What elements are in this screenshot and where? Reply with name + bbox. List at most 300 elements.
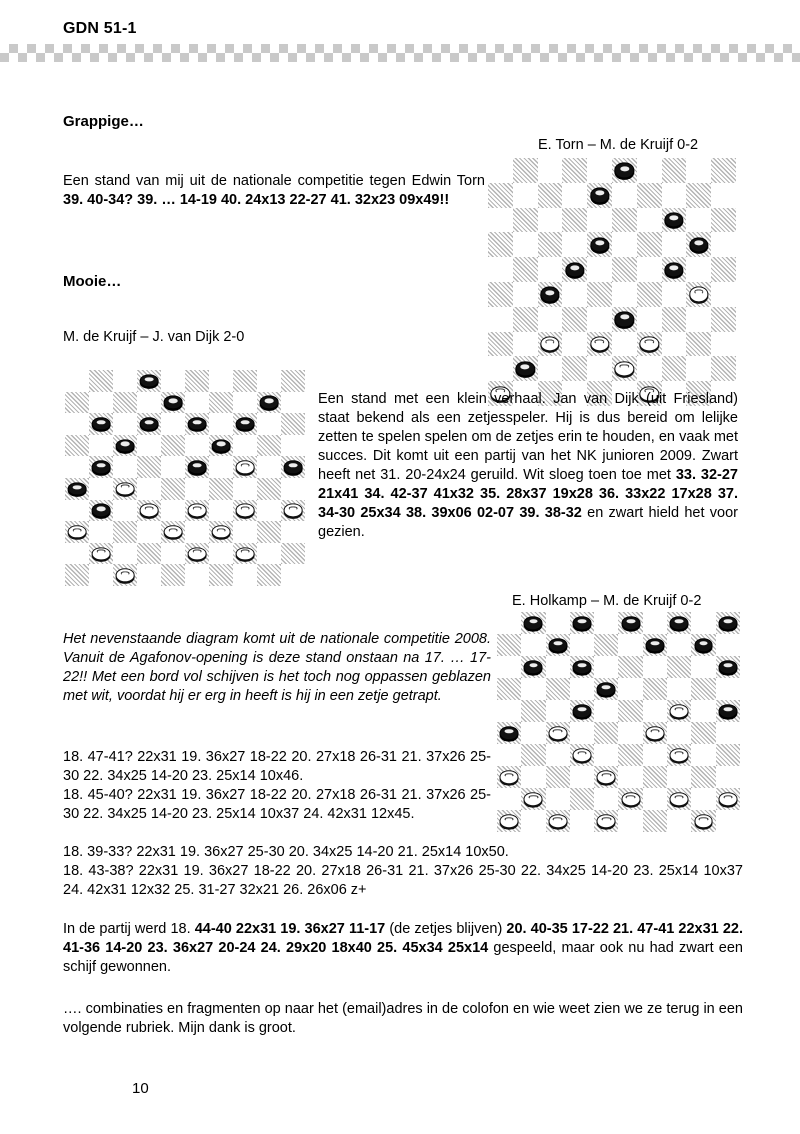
board-square-light — [637, 257, 662, 282]
paragraph-outro: …. combinaties en fragmenten op naar het (email)adres in de colofon en wie weet zien we ze terug in een volgende rubriek. Mijn dank is groot. — [63, 1001, 743, 1036]
board-square-light — [233, 478, 257, 500]
board-square-5 — [711, 158, 736, 183]
board-square-29 — [643, 722, 667, 744]
board-square-light — [521, 766, 545, 788]
black-piece — [92, 417, 111, 430]
board-square-46 — [65, 564, 89, 586]
white-piece — [597, 770, 616, 784]
draughts-diagram-1 — [488, 158, 736, 406]
board-square-light — [513, 232, 538, 257]
paragraph-funny-plain: Een stand van mij uit de nationale competitie tegen Edwin Torn — [63, 173, 485, 189]
board-square-light — [521, 634, 545, 656]
board-square-light — [587, 356, 612, 381]
board-square-light — [546, 744, 570, 766]
paragraph-nice-plain2: en zwart hield het voor gezien. — [318, 505, 738, 540]
board-square-8 — [161, 392, 185, 414]
black-piece — [548, 638, 567, 652]
black-piece — [140, 374, 159, 387]
board-square-light — [594, 744, 618, 766]
board-square-light — [209, 543, 233, 565]
board-square-light — [570, 634, 594, 656]
board-square-light — [497, 788, 521, 810]
board-square-light — [513, 332, 538, 357]
board-square-33 — [618, 744, 642, 766]
board-square-36 — [65, 521, 89, 543]
board-square-light — [209, 500, 233, 522]
board-square-light — [716, 810, 740, 832]
black-piece — [573, 704, 592, 718]
white-piece — [92, 547, 111, 560]
board-square-38 — [161, 521, 185, 543]
white-piece — [212, 525, 231, 538]
black-piece — [718, 616, 737, 630]
board-square-light — [488, 158, 513, 183]
black-piece — [68, 482, 87, 495]
black-piece — [540, 287, 559, 302]
board-square-33 — [612, 307, 637, 332]
board-square-43 — [185, 543, 209, 565]
variation-line-1: 18. 47-41? 22x31 19. 36x27 18-22 20. 27x18 26-31 21. 37x26 25-30 22. 34x25 14-20 23. 25x14 10x46. — [63, 749, 491, 784]
variation-line-3: 18. 39-33? 22x31 19. 36x27 25-30 20. 34x25 14-20 21. 25x14 10x50. — [63, 844, 509, 860]
board-square-23 — [612, 257, 637, 282]
board-square-light — [65, 543, 89, 565]
board-square-3 — [185, 370, 209, 392]
board-square-light — [538, 208, 563, 233]
black-piece — [260, 396, 279, 409]
black-piece — [615, 163, 634, 178]
black-piece — [565, 262, 584, 277]
board-square-22 — [562, 257, 587, 282]
board-square-light — [637, 356, 662, 381]
board-square-10 — [691, 634, 715, 656]
board-square-light — [562, 332, 587, 357]
board-square-light — [257, 456, 281, 478]
board-square-light — [546, 656, 570, 678]
board-square-light — [257, 370, 281, 392]
board-square-26 — [497, 722, 521, 744]
board-square-light — [618, 678, 642, 700]
board-square-44 — [667, 788, 691, 810]
board-square-light — [667, 722, 691, 744]
board-square-31 — [521, 744, 545, 766]
board-square-15 — [281, 413, 305, 435]
white-piece — [540, 336, 559, 351]
board-square-41 — [513, 356, 538, 381]
board-square-light — [488, 257, 513, 282]
white-piece — [116, 568, 135, 581]
board-square-4 — [233, 370, 257, 392]
board-square-14 — [667, 656, 691, 678]
board-square-light — [65, 456, 89, 478]
white-piece — [670, 704, 689, 718]
board-square-light — [711, 183, 736, 208]
board-square-3 — [612, 158, 637, 183]
board-square-light — [637, 208, 662, 233]
board-square-15 — [716, 656, 740, 678]
board-square-light — [667, 634, 691, 656]
board-square-light — [691, 744, 715, 766]
board-square-9 — [643, 634, 667, 656]
board-square-30 — [691, 722, 715, 744]
black-piece — [188, 460, 207, 473]
board-square-34 — [667, 744, 691, 766]
black-piece — [621, 616, 640, 630]
white-piece — [548, 814, 567, 828]
board-square-light — [562, 232, 587, 257]
white-piece — [597, 814, 616, 828]
board-square-light — [89, 478, 113, 500]
white-piece — [718, 792, 737, 806]
board-square-light — [65, 500, 89, 522]
white-piece — [694, 814, 713, 828]
board-square-light — [546, 700, 570, 722]
board-square-light — [521, 810, 545, 832]
board-square-7 — [113, 392, 137, 414]
board-square-light — [643, 656, 667, 678]
board-square-light — [161, 500, 185, 522]
white-piece — [188, 547, 207, 560]
board-square-light — [521, 678, 545, 700]
section-heading-nice: Mooie… — [63, 273, 122, 290]
section-heading-funny: Grappige… — [63, 113, 144, 130]
board-square-light — [662, 183, 687, 208]
board-square-light — [662, 332, 687, 357]
board-square-light — [667, 678, 691, 700]
board-square-12 — [137, 413, 161, 435]
board-square-27 — [538, 282, 563, 307]
board-square-20 — [257, 435, 281, 457]
board-square-12 — [562, 208, 587, 233]
board-square-light — [618, 810, 642, 832]
board-square-49 — [209, 564, 233, 586]
board-square-light — [513, 282, 538, 307]
board-square-light — [716, 634, 740, 656]
board-square-light — [612, 232, 637, 257]
board-square-14 — [233, 413, 257, 435]
board-square-42 — [137, 543, 161, 565]
board-square-18 — [587, 232, 612, 257]
board-square-43 — [618, 788, 642, 810]
draughts-diagram-2 — [65, 370, 305, 586]
board-square-1 — [521, 612, 545, 634]
board-square-35 — [281, 500, 305, 522]
board-square-light — [538, 356, 563, 381]
page-number: 10 — [132, 1080, 149, 1097]
board-square-light — [161, 413, 185, 435]
board-square-35 — [716, 744, 740, 766]
board-square-50 — [257, 564, 281, 586]
board-square-light — [185, 435, 209, 457]
board-square-light — [209, 370, 233, 392]
board-square-light — [233, 435, 257, 457]
board-square-light — [538, 257, 563, 282]
board-square-46 — [497, 810, 521, 832]
board-square-40 — [257, 521, 281, 543]
board-square-7 — [538, 183, 563, 208]
board-square-1 — [513, 158, 538, 183]
board-square-21 — [521, 700, 545, 722]
black-piece — [664, 212, 683, 227]
board-square-36 — [488, 332, 513, 357]
board-square-16 — [65, 435, 89, 457]
board-square-22 — [570, 700, 594, 722]
board-square-10 — [686, 183, 711, 208]
paragraph-italic-intro: Het nevenstaande diagram komt uit de nationale competitie 2008. Vanuit de Agafonov-opening is deze stand onstaan na 17. … 17-22!! Met een bord vol schijven is het toch nog oppassen geblazen met wit, voordat hij er erg in heeft is hij in een zetje getrapt. — [63, 631, 491, 704]
board-square-light — [113, 543, 137, 565]
board-square-17 — [113, 435, 137, 457]
board-square-41 — [521, 788, 545, 810]
board-square-15 — [711, 208, 736, 233]
board-square-27 — [113, 478, 137, 500]
black-piece — [524, 660, 543, 674]
paragraph-game-moves1: 44-40 22x31 19. 36x27 11-17 — [194, 921, 386, 937]
paragraph-funny — [63, 172, 485, 210]
black-piece — [694, 638, 713, 652]
black-piece — [92, 460, 111, 473]
board-square-8 — [587, 183, 612, 208]
black-piece — [590, 237, 609, 252]
board-square-43 — [612, 356, 637, 381]
board-square-light — [691, 612, 715, 634]
board-square-44 — [662, 356, 687, 381]
board-square-5 — [716, 612, 740, 634]
board-square-19 — [643, 678, 667, 700]
board-square-18 — [161, 435, 185, 457]
board-square-light — [662, 232, 687, 257]
board-square-22 — [137, 456, 161, 478]
board-square-light — [281, 521, 305, 543]
board-square-light — [233, 392, 257, 414]
white-piece — [640, 336, 659, 351]
paragraph-game-plain1: In de partij werd 18. — [63, 921, 195, 937]
board-square-light — [161, 456, 185, 478]
board-square-light — [643, 700, 667, 722]
board-square-light — [587, 307, 612, 332]
board-square-42 — [570, 788, 594, 810]
board-square-11 — [521, 656, 545, 678]
board-square-26 — [65, 478, 89, 500]
board-square-13 — [612, 208, 637, 233]
white-piece — [236, 460, 255, 473]
board-square-light — [662, 282, 687, 307]
white-piece — [236, 547, 255, 560]
draughts-diagram-3 — [497, 612, 740, 832]
board-square-light — [257, 413, 281, 435]
board-square-light — [686, 208, 711, 233]
board-square-29 — [209, 478, 233, 500]
board-square-light — [691, 788, 715, 810]
white-piece — [188, 504, 207, 517]
paragraph-game-plain3: gespeeld, maar ook nu had zwart een schijf gewonnen. — [63, 940, 743, 975]
board-square-light — [691, 656, 715, 678]
board-square-light — [691, 700, 715, 722]
black-piece — [689, 237, 708, 252]
board-square-23 — [185, 456, 209, 478]
board-square-light — [587, 208, 612, 233]
board-square-light — [209, 413, 233, 435]
board-square-29 — [637, 282, 662, 307]
board-square-light — [562, 282, 587, 307]
black-piece — [718, 704, 737, 718]
white-piece — [164, 525, 183, 538]
board-square-light — [233, 521, 257, 543]
black-piece — [284, 460, 303, 473]
board-square-41 — [89, 543, 113, 565]
diagram3-caption: E. Holkamp – M. de Kruijf 0-2 — [512, 593, 702, 609]
board-square-48 — [594, 810, 618, 832]
board-square-light — [281, 478, 305, 500]
board-square-9 — [209, 392, 233, 414]
board-square-light — [209, 456, 233, 478]
board-square-6 — [488, 183, 513, 208]
board-square-32 — [137, 500, 161, 522]
board-square-10 — [257, 392, 281, 414]
black-piece — [573, 616, 592, 630]
white-piece — [68, 525, 87, 538]
board-square-2 — [137, 370, 161, 392]
board-square-light — [185, 564, 209, 586]
black-piece — [590, 188, 609, 203]
board-square-light — [137, 564, 161, 586]
board-square-light — [89, 564, 113, 586]
white-piece — [524, 792, 543, 806]
board-square-light — [137, 521, 161, 543]
board-square-light — [618, 634, 642, 656]
board-square-16 — [497, 678, 521, 700]
paragraph-game-moves2: 20. 40-35 17-22 21. 47-41 22x31 22. 41-36 14-20 23. 36x27 20-24 24. 29x20 18x40 25. 45x34 25x14 — [63, 921, 743, 956]
black-piece — [164, 396, 183, 409]
white-piece — [621, 792, 640, 806]
white-piece — [615, 361, 634, 376]
board-square-1 — [89, 370, 113, 392]
board-square-light — [65, 370, 89, 392]
black-piece — [212, 439, 231, 452]
black-piece — [573, 660, 592, 674]
black-piece — [116, 439, 135, 452]
board-square-24 — [233, 456, 257, 478]
board-square-light — [89, 435, 113, 457]
board-square-light — [281, 392, 305, 414]
board-square-light — [497, 744, 521, 766]
board-square-31 — [513, 307, 538, 332]
board-square-13 — [185, 413, 209, 435]
board-square-light — [513, 183, 538, 208]
board-square-37 — [538, 332, 563, 357]
board-square-34 — [662, 307, 687, 332]
white-piece — [140, 504, 159, 517]
board-square-47 — [113, 564, 137, 586]
board-square-light — [113, 456, 137, 478]
board-square-2 — [562, 158, 587, 183]
board-square-12 — [570, 656, 594, 678]
board-square-30 — [686, 282, 711, 307]
white-piece — [500, 814, 519, 828]
board-square-light — [716, 722, 740, 744]
diagram2-caption: M. de Kruijf – J. van Dijk 2-0 — [63, 329, 245, 345]
board-square-25 — [716, 700, 740, 722]
black-piece — [188, 417, 207, 430]
board-square-7 — [546, 634, 570, 656]
board-square-20 — [691, 678, 715, 700]
board-square-3 — [618, 612, 642, 634]
board-square-28 — [161, 478, 185, 500]
board-square-19 — [637, 232, 662, 257]
board-square-6 — [65, 392, 89, 414]
board-square-light — [711, 332, 736, 357]
paragraph-game-plain2: (de zetjes blijven) — [385, 921, 507, 937]
board-square-light — [497, 656, 521, 678]
board-square-light — [161, 370, 185, 392]
board-square-47 — [546, 810, 570, 832]
white-piece — [689, 287, 708, 302]
board-square-light — [562, 183, 587, 208]
black-piece — [92, 504, 111, 517]
black-piece — [140, 417, 159, 430]
board-square-28 — [594, 722, 618, 744]
board-square-light — [65, 413, 89, 435]
board-square-25 — [711, 257, 736, 282]
board-square-49 — [643, 810, 667, 832]
board-square-light — [618, 766, 642, 788]
white-piece — [670, 748, 689, 762]
board-square-36 — [497, 766, 521, 788]
board-square-40 — [686, 332, 711, 357]
white-piece — [284, 504, 303, 517]
board-square-light — [686, 158, 711, 183]
board-square-light — [89, 521, 113, 543]
board-square-24 — [662, 257, 687, 282]
board-square-37 — [113, 521, 137, 543]
board-square-48 — [161, 564, 185, 586]
checkered-divider — [0, 44, 800, 62]
board-square-light — [643, 612, 667, 634]
board-square-31 — [89, 500, 113, 522]
board-square-light — [137, 435, 161, 457]
board-square-light — [113, 413, 137, 435]
board-square-light — [594, 700, 618, 722]
board-square-light — [185, 521, 209, 543]
board-square-light — [185, 478, 209, 500]
board-square-5 — [281, 370, 305, 392]
board-square-2 — [570, 612, 594, 634]
board-square-23 — [618, 700, 642, 722]
board-square-light — [257, 543, 281, 565]
board-square-4 — [662, 158, 687, 183]
board-square-9 — [637, 183, 662, 208]
white-piece — [573, 748, 592, 762]
board-square-28 — [587, 282, 612, 307]
board-square-light — [594, 612, 618, 634]
board-square-light — [497, 700, 521, 722]
white-piece — [548, 726, 567, 740]
black-piece — [718, 660, 737, 674]
board-square-light — [113, 370, 137, 392]
board-square-light — [521, 722, 545, 744]
board-square-light — [538, 158, 563, 183]
board-square-light — [594, 656, 618, 678]
board-square-light — [667, 766, 691, 788]
board-square-13 — [618, 656, 642, 678]
board-square-light — [667, 810, 691, 832]
black-piece — [664, 262, 683, 277]
page-header-title: GDN 51-1 — [63, 20, 137, 37]
board-square-light — [570, 810, 594, 832]
board-square-38 — [587, 332, 612, 357]
white-piece — [500, 770, 519, 784]
board-square-light — [643, 744, 667, 766]
board-square-19 — [209, 435, 233, 457]
board-square-light — [612, 282, 637, 307]
